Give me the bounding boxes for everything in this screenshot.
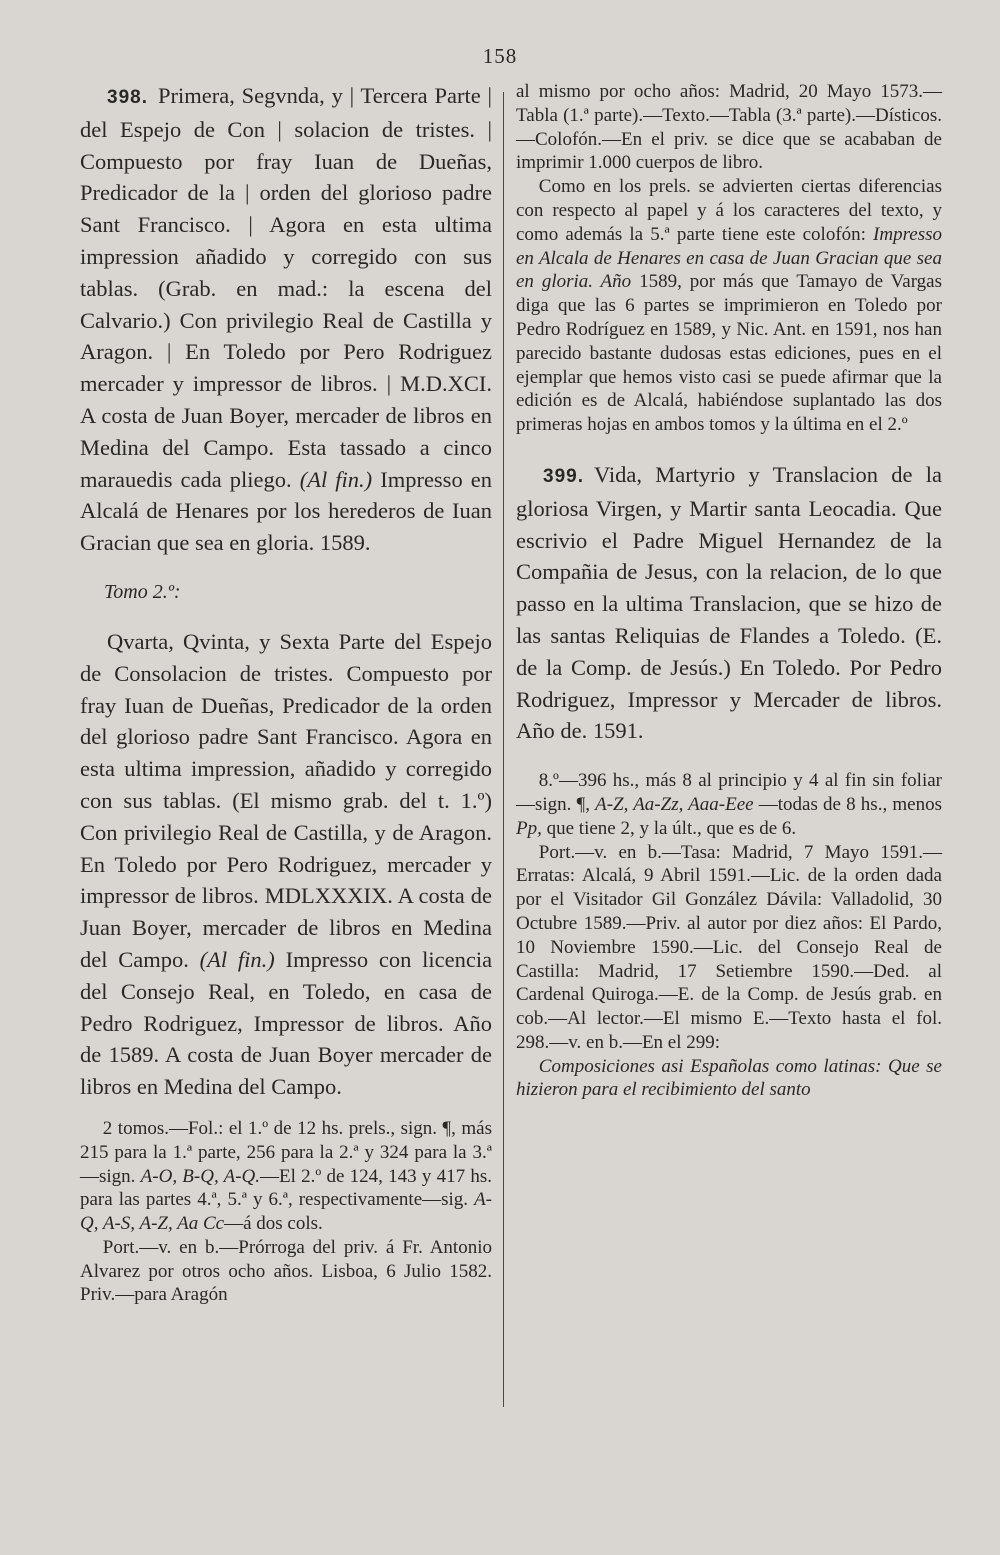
contents-continued: al mismo por ocho años: Madrid, 20 Mayo 1573.—Tabla (1.ª parte).—Texto.—Tabla (3.ª parte).—Dísticos.—Colofón.—En el priv. se dice que se acababan de imprimir 1.000 cuerpos de libro. xyxy=(516,81,942,174)
final-italic-title: Composiciones asi Españolas como latinas: Que se hizieron para el recibimiento del santo xyxy=(516,1055,942,1101)
tomo-heading: Tomo 2.º: xyxy=(104,580,181,603)
right-column xyxy=(516,80,942,1102)
entry-399 xyxy=(516,459,942,747)
tomo-2-title: Qvarta, Qvinta, y Sexta Parte del Espejo de Consolacion de tristes. Compuesto por fray Iuan de Dueñas, Predicador de la orden del glorioso padre Sant Francisco. Agora en esta ultima impression, añadido y corregido con sus tablas. (El mismo grab. del t. 1.º) Con privilegio Real de Castilla, y de Aragon. En Toledo por Pero Rodriguez, mercader y impressor de libros. MDLXXXIX. A costa de Juan Boyer, mercader de libros en Medina del Campo. (Al fin.) Impresso con licencia del Consejo Real, en Toledo, en casa de Pedro Rodriguez, Impressor de libros. Año de 1589. A costa de Juan Boyer mercader de libros en Medina del Campo. xyxy=(80,628,493,1100)
al-fin-note-2: (Al fin.) xyxy=(199,946,275,972)
entry-398 xyxy=(80,80,492,559)
physical-description: 2 tomos.—Fol.: el 1.º de 12 hs. prels., sign. ¶, más 215 para la 1.ª parte, 256 para la 2.ª y 324 para la 3.ª—sign. A-O, B-Q, A-Q.—El 2.º de 124, 143 y 417 hs. para las partes 4.ª, 5.ª y 6.ª, respectivamente—sig. A-Q, A-S, A-Z, Aa Cc—á dos cols. xyxy=(80,1117,493,1235)
column-divider xyxy=(503,92,504,1407)
editorial-note: Como en los prels. se advierten ciertas diferencias con respecto al papel y á los caracteres del texto, y como además la 5.ª parte tiene este colofón: Impresso en Alcala de Henares en casa de Juan Gracian que sea en gloria. Año 1589, por más que Tamayo de Vargas diga que las 6 partes se imprimieron en Toledo por Pedro Rodríguez en 1589, y Nic. Ant. en 1591, nos han parecido bastante dudosas estas ediciones, pues en el ejemplar que hemos visto casi se puede afirmar que la edición es de Alcalá, habiéndose suplantado las dos primeras hojas en ambos tomos y la última en el 2.º xyxy=(516,176,943,436)
entry-398-title: Primera, Segvnda, y | Tercera Parte | del Espejo de Con | solacion de tristes. | Compuesto por fray Iuan de Dueñas, Predicador de la | orden del glorioso padre Sant Francisco. | Agora en esta ultima impression añadido y corregido con sus tablas. (Grab. en mad.: la escena del Calvario.) Con privilegio Real de Castilla y Aragon. | En Toledo por Pero Rodriguez mercader y impressor de libros. | M.D.XCI. A costa de Juan Boyer, mercader de libros en Medina del Campo. Esta tassado a cinco marauedis cada pliego. xyxy=(80,83,492,492)
physical-description-399: 8.º—396 hs., más 8 al principio y 4 al fin sin foliar—sign. ¶, A-Z, Aa-Zz, Aaa-Eee —todas de 8 hs., menos Pp, que tiene 2, y la últ., que es de 6. xyxy=(516,770,942,839)
entry-number-399: 399. xyxy=(543,465,584,487)
page-number: 158 xyxy=(482,44,518,68)
al-fin-note: (Al fin.) xyxy=(299,466,373,492)
entry-398-colophon: Impresso en Alcalá de Henares por los herederos de Iuan Gracian que sea en gloria. 1589. xyxy=(80,466,492,556)
entry-number-398: 398. xyxy=(107,87,148,108)
contents-note: Port.—v. en b.—Prórroga del priv. á Fr. Antonio Alvarez por otros ocho años. Lisboa, 6 Julio 1582. Priv.—para Aragón xyxy=(80,1236,492,1306)
entry-399-title: Vida, Martyrio y Translacion de la gloriosa Virgen, y Martir santa Leocadia. Que escrivio el Padre Miguel Hernandez de la Compañia de Jesus, con la relacion, de lo que passo en la ultima Translacion, que se hizo de las santas Reliquias de Flandes a Toledo. (E. de la Comp. de Jesús.) En Toledo. Por Pedro Rodriguez, Impressor y Mercader de libros. Año de. 1591. xyxy=(516,461,942,744)
left-column xyxy=(80,80,492,1307)
contents-note-399: Port.—v. en b.—Tasa: Madrid, 7 Mayo 1591.—Erratas: Alcalá, 9 Abril 1591.—Lic. de la orden dada por el Visitador Gil González Dávila: Valladolid, 30 Octubre 1589.—Priv. al autor por diez años: El Pardo, 10 Noviembre 1590.—Lic. del Consejo Real de Castilla: Madrid, 17 Setiembre 1590.—Ded. al Cardenal Quiroga.—E. de la Comp. de Jesús grab. en cob.—Al lector.—El mismo E.—Texto hasta el fol. 298.—v. en b.—En el 299: xyxy=(516,841,942,1053)
